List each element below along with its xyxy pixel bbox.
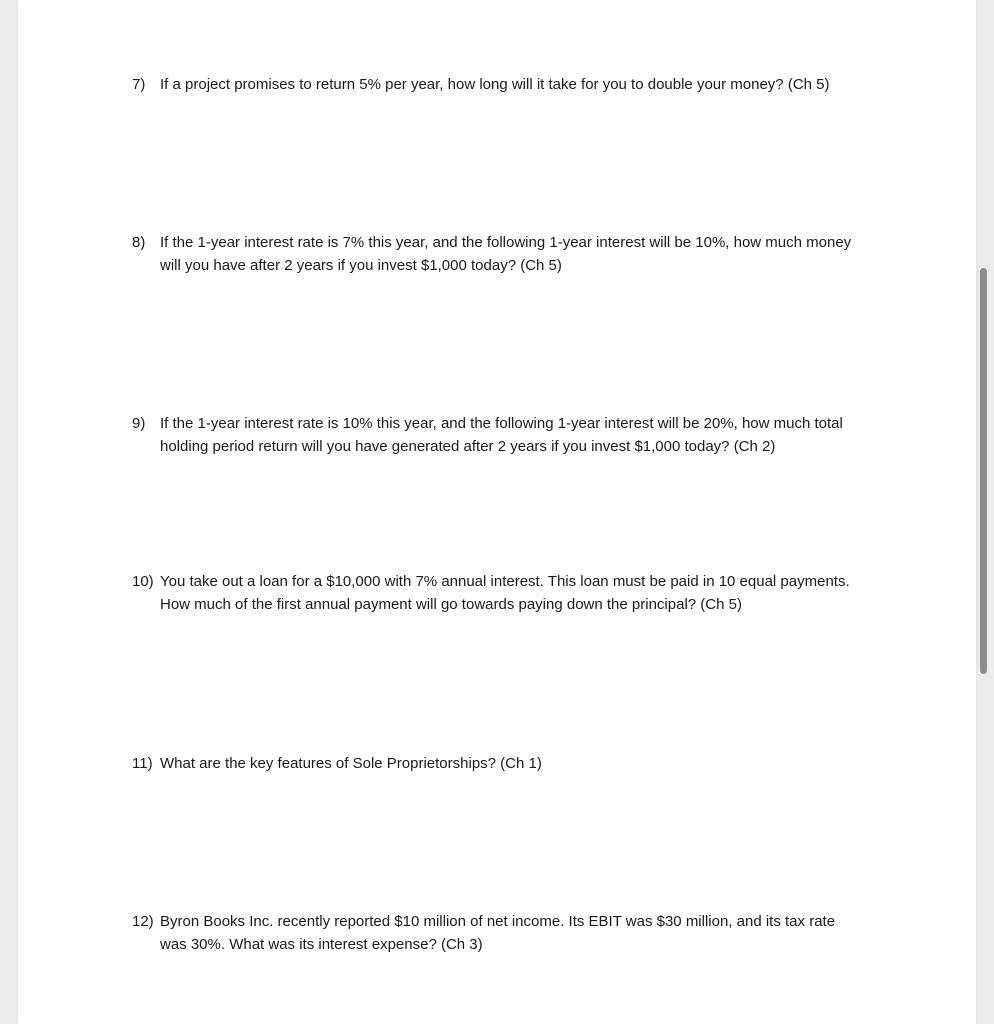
question-text: You take out a loan for a $10,000 with 7% annual interest. This loan must be paid in 10 equal payments. How much of the first annual payment will go towards paying down the principal? (Ch 5) [160, 573, 850, 613]
vertical-scrollbar[interactable] [980, 268, 987, 674]
question-number: 11) [132, 755, 153, 772]
question-number: 12) [132, 913, 154, 930]
question-text: If the 1-year interest rate is 7% this year, and the following 1-year interest will be 10%, how much money will you have after 2 years if you invest $1,000 today? (Ch 5) [160, 234, 852, 274]
question-10 [132, 570, 862, 616]
document-page [18, 0, 976, 1024]
question-text: What are the key features of Sole Proprietorships? (Ch 1) [160, 755, 542, 772]
question-number: 10) [132, 573, 154, 590]
question-text: Byron Books Inc. recently reported $10 million of net income. Its EBIT was $30 million, and its tax rate was 30%. What was its interest expense? (Ch 3) [160, 913, 836, 953]
question-text: If a project promises to return 5% per year, how long will it take for you to double your money? (Ch 5) [160, 76, 830, 93]
question-12 [132, 910, 862, 956]
question-7 [132, 73, 862, 96]
question-number: 8) [132, 234, 146, 251]
question-11 [132, 752, 862, 775]
question-text: If the 1-year interest rate is 10% this year, and the following 1-year interest will be 20%, how much total holding period return will you have generated after 2 years if you invest $1,000 today? (Ch 2) [160, 415, 843, 455]
question-8 [132, 231, 862, 277]
question-number: 9) [132, 415, 146, 432]
question-9 [132, 412, 862, 458]
question-number: 7) [132, 76, 146, 93]
